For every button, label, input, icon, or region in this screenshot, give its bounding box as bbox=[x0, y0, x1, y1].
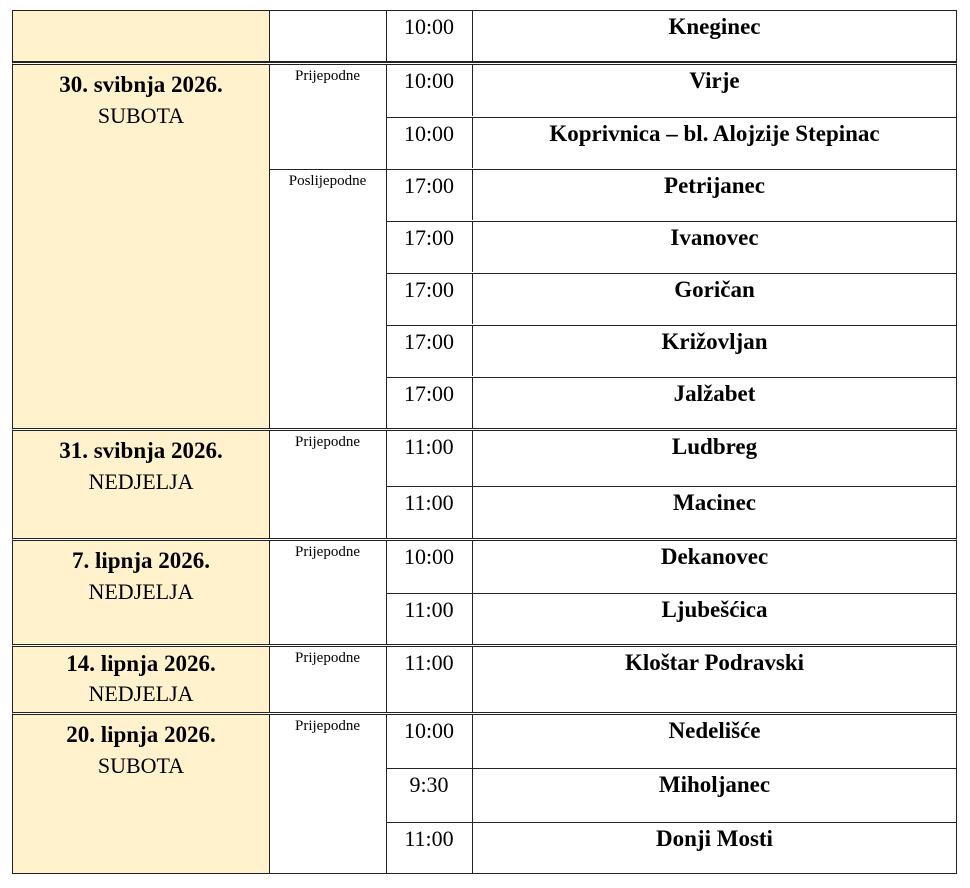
date-label: 31. svibnja 2026. bbox=[59, 438, 223, 463]
time-cell: 10:00 bbox=[386, 11, 473, 62]
schedule-group bbox=[12, 644, 957, 713]
weekday-label: NEDJELJA bbox=[88, 469, 194, 494]
time-cell: 17:00 bbox=[386, 222, 473, 272]
schedule-group bbox=[12, 428, 957, 539]
time-cell: 17:00 bbox=[386, 378, 473, 429]
table-row bbox=[386, 822, 956, 874]
table-row bbox=[386, 593, 956, 645]
period-label: Prijepodne bbox=[295, 544, 360, 560]
entries bbox=[386, 541, 956, 644]
parish-cell: Nedelišće bbox=[668, 718, 761, 743]
table-row bbox=[386, 431, 956, 486]
table-row bbox=[386, 11, 956, 62]
table-row bbox=[386, 65, 956, 116]
period-label: Prijepodne bbox=[295, 650, 360, 666]
parish-cell: Kloštar Podravski bbox=[624, 650, 805, 675]
time-cell: 11:00 bbox=[386, 594, 473, 645]
parish-cell: Ljubešćica bbox=[661, 597, 768, 622]
parish-cell: Miholjanec bbox=[658, 772, 771, 797]
period-cell bbox=[269, 647, 387, 712]
period-cell bbox=[269, 65, 387, 428]
parish-cell: Donji Mosti bbox=[656, 826, 773, 851]
table-row bbox=[386, 117, 956, 168]
parish-cell: Koprivnica – bl. Alojzije Stepinac bbox=[549, 121, 880, 146]
date-cell bbox=[13, 431, 270, 538]
table-row bbox=[386, 715, 956, 768]
period-label: Prijepodne bbox=[295, 68, 360, 84]
parish-cell: Kneginec bbox=[668, 14, 761, 39]
table-row bbox=[386, 486, 956, 539]
date-label: 30. svibnja 2026. bbox=[59, 72, 223, 97]
entries bbox=[386, 11, 956, 61]
date-label: 7. lipnja 2026. bbox=[71, 548, 211, 573]
table-row bbox=[386, 647, 956, 713]
time-cell: 11:00 bbox=[386, 823, 473, 874]
parish-cell: Macinec bbox=[672, 490, 756, 515]
schedule-group bbox=[12, 10, 957, 62]
parish-cell: Goričan bbox=[674, 277, 755, 302]
schedule-group bbox=[12, 712, 957, 874]
entries bbox=[386, 431, 956, 538]
date-cell bbox=[13, 65, 270, 428]
table-row bbox=[386, 325, 956, 376]
parish-cell: Petrijanec bbox=[664, 173, 765, 198]
date-cell bbox=[13, 715, 270, 873]
time-cell: 11:00 bbox=[386, 487, 473, 539]
date-cell bbox=[13, 11, 270, 61]
date-label: 14. lipnja 2026. bbox=[66, 651, 216, 676]
table-row bbox=[386, 169, 956, 220]
time-cell: 17:00 bbox=[386, 274, 473, 324]
date-cell bbox=[13, 541, 270, 644]
period-label: Prijepodne bbox=[295, 434, 360, 450]
parish-cell: Križovljan bbox=[661, 329, 768, 354]
parish-cell: Virje bbox=[689, 68, 740, 93]
period-cell bbox=[269, 715, 387, 873]
table-row bbox=[386, 273, 956, 324]
time-cell: 10:00 bbox=[386, 715, 473, 768]
time-cell: 11:00 bbox=[386, 431, 473, 486]
date-cell bbox=[13, 647, 270, 712]
weekday-label: SUBOTA bbox=[97, 103, 185, 128]
date-label: 20. lipnja 2026. bbox=[66, 722, 216, 747]
table-row bbox=[386, 221, 956, 272]
time-cell: 17:00 bbox=[386, 170, 473, 220]
time-cell: 10:00 bbox=[386, 118, 473, 168]
weekday-label: SUBOTA bbox=[97, 753, 185, 778]
time-cell: 10:00 bbox=[386, 541, 473, 593]
time-cell: 10:00 bbox=[386, 65, 473, 116]
period-cell bbox=[269, 541, 387, 644]
parish-cell: Jalžabet bbox=[673, 381, 756, 406]
period-label: Prijepodne bbox=[295, 718, 360, 734]
schedule-group bbox=[12, 538, 957, 645]
schedule-group bbox=[12, 62, 957, 429]
entries bbox=[386, 715, 956, 873]
period-cell bbox=[269, 11, 387, 61]
parish-cell: Ludbreg bbox=[671, 434, 758, 459]
weekday-label: NEDJELJA bbox=[88, 681, 194, 706]
entries bbox=[386, 65, 956, 428]
entries bbox=[386, 647, 956, 712]
parish-cell: Ivanovec bbox=[670, 225, 759, 250]
parish-cell: Dekanovec bbox=[660, 544, 769, 569]
table-row bbox=[386, 541, 956, 593]
period-cell bbox=[269, 431, 387, 538]
weekday-label: NEDJELJA bbox=[88, 579, 194, 604]
time-cell: 17:00 bbox=[386, 326, 473, 376]
period-label: Poslijepodne bbox=[269, 169, 386, 428]
time-cell: 9:30 bbox=[386, 769, 473, 822]
time-cell: 11:00 bbox=[386, 647, 473, 713]
table-row bbox=[386, 377, 956, 429]
table-row bbox=[386, 768, 956, 822]
